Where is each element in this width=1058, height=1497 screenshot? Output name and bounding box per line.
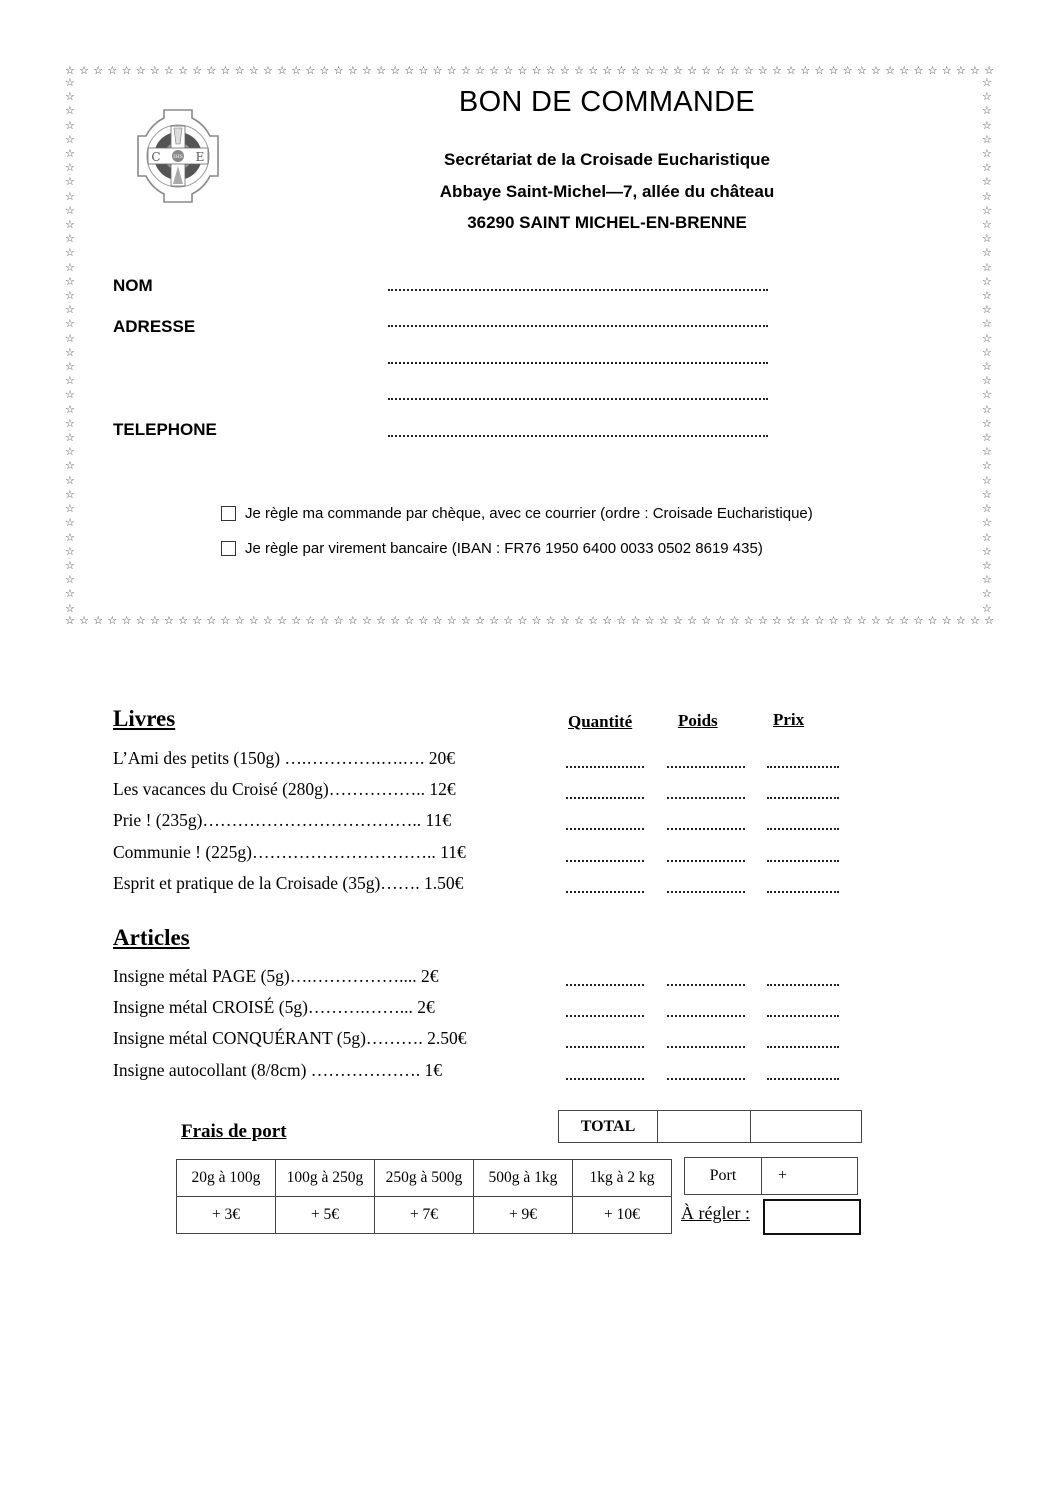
- star-icon: ☆: [982, 402, 992, 416]
- star-icon: ☆: [814, 614, 825, 627]
- star-icon: ☆: [65, 64, 75, 77]
- shipping-range: 20g à 100g: [177, 1160, 276, 1197]
- adresse-label: ADRESSE: [113, 317, 196, 336]
- star-icon: ☆: [913, 614, 924, 627]
- star-icon: ☆: [65, 189, 75, 203]
- weight-field[interactable]: [667, 828, 745, 830]
- star-icon: ☆: [65, 218, 75, 232]
- weight-field[interactable]: [667, 860, 745, 862]
- total-price-cell[interactable]: [751, 1111, 862, 1143]
- shipping-cost: + 9€: [474, 1197, 573, 1234]
- star-icon: ☆: [404, 64, 415, 77]
- star-icon: ☆: [291, 64, 302, 77]
- star-icon: ☆: [361, 64, 372, 77]
- star-icon: ☆: [178, 64, 188, 77]
- weight-field[interactable]: [667, 766, 745, 768]
- star-icon: ☆: [602, 64, 613, 77]
- star-icon: ☆: [65, 473, 75, 487]
- star-border-right: [982, 76, 996, 616]
- star-icon: ☆: [65, 459, 75, 473]
- star-icon: ☆: [93, 64, 104, 77]
- croisade-cross-logo-icon: [134, 106, 222, 206]
- shipping-cost: + 10€: [573, 1197, 672, 1234]
- star-icon: ☆: [814, 64, 825, 77]
- star-icon: ☆: [941, 64, 952, 77]
- item-description: Esprit et pratique de la Croisade (35g)……. 1.50€: [113, 872, 464, 893]
- star-icon: ☆: [559, 614, 570, 627]
- star-icon: ☆: [842, 64, 853, 77]
- star-icon: ☆: [446, 64, 457, 77]
- star-icon: ☆: [786, 614, 797, 627]
- star-icon: ☆: [65, 232, 75, 246]
- weight-field[interactable]: [667, 891, 745, 893]
- price-field[interactable]: [767, 984, 839, 986]
- star-icon: ☆: [65, 303, 75, 317]
- star-icon: ☆: [574, 64, 584, 77]
- star-icon: ☆: [856, 64, 867, 77]
- star-icon: ☆: [163, 614, 174, 627]
- star-icon: ☆: [65, 132, 75, 146]
- payment-option-cheque[interactable]: [221, 505, 813, 522]
- star-icon: ☆: [489, 614, 500, 627]
- star-icon: ☆: [489, 64, 500, 77]
- star-icon: ☆: [772, 614, 782, 627]
- star-icon: ☆: [984, 64, 995, 77]
- star-icon: ☆: [982, 303, 992, 317]
- star-icon: ☆: [418, 64, 429, 77]
- star-icon: ☆: [531, 64, 542, 77]
- star-icon: ☆: [65, 147, 75, 161]
- star-icon: ☆: [602, 614, 613, 627]
- quantity-field[interactable]: [566, 984, 644, 986]
- price-field[interactable]: [767, 766, 839, 768]
- star-icon: ☆: [982, 118, 992, 132]
- a-regler-label: À régler :: [681, 1203, 750, 1223]
- item-description: Communie ! (225g)………………………….. 11€: [113, 841, 466, 862]
- star-icon: ☆: [715, 614, 726, 627]
- item-description: L’Ami des petits (150g) ….………….….…. 20€: [113, 748, 456, 768]
- star-icon: ☆: [121, 64, 132, 77]
- star-icon: ☆: [361, 614, 372, 627]
- item-description: Insigne métal CONQUÉRANT (5g)………. 2.50€: [113, 1028, 467, 1049]
- section-title-livres: Livres: [113, 706, 176, 731]
- star-icon: ☆: [701, 614, 712, 627]
- star-icon: ☆: [828, 614, 839, 627]
- star-icon: ☆: [982, 147, 992, 161]
- star-icon: ☆: [65, 360, 75, 374]
- shipping-cost: + 5€: [276, 1197, 375, 1234]
- star-icon: ☆: [899, 614, 910, 627]
- star-icon: ☆: [135, 64, 146, 77]
- star-icon: ☆: [885, 64, 896, 77]
- star-icon: ☆: [800, 64, 811, 77]
- star-icon: ☆: [743, 614, 754, 627]
- total-table: [558, 1110, 862, 1143]
- star-icon: ☆: [93, 614, 104, 627]
- star-icon: ☆: [65, 416, 75, 430]
- star-icon: ☆: [65, 374, 75, 388]
- star-icon: ☆: [970, 64, 980, 77]
- star-icon: ☆: [941, 614, 952, 627]
- weight-field[interactable]: [667, 1015, 745, 1017]
- star-icon: ☆: [982, 218, 992, 232]
- star-icon: ☆: [192, 64, 203, 77]
- star-icon: ☆: [982, 132, 992, 146]
- shipping-range: 1kg à 2 kg: [573, 1160, 672, 1197]
- item-description: Insigne métal CROISÉ (5g)……….……... 2€: [113, 997, 435, 1018]
- star-icon: ☆: [65, 274, 75, 288]
- cheque-label: Je règle ma commande par chèque, avec ce courrier (ordre : Croisade Eucharistique): [245, 505, 813, 522]
- star-icon: ☆: [871, 614, 881, 627]
- star-icon: ☆: [107, 614, 118, 627]
- star-icon: ☆: [982, 473, 992, 487]
- star-icon: ☆: [927, 64, 938, 77]
- cheque-checkbox[interactable]: [221, 506, 236, 521]
- total-label: TOTAL: [559, 1111, 658, 1143]
- shipping-ranges-row: [177, 1160, 672, 1197]
- star-icon: ☆: [277, 64, 287, 77]
- star-icon: ☆: [982, 317, 992, 331]
- star-icon: ☆: [955, 614, 966, 627]
- shipping-cost: + 7€: [375, 1197, 474, 1234]
- total-weight-cell[interactable]: [658, 1111, 751, 1143]
- star-icon: ☆: [772, 64, 782, 77]
- star-icon: ☆: [743, 64, 754, 77]
- star-icon: ☆: [871, 64, 881, 77]
- star-icon: ☆: [687, 614, 698, 627]
- star-icon: ☆: [729, 614, 740, 627]
- a-regler-field[interactable]: [763, 1199, 861, 1235]
- price-field[interactable]: [767, 1078, 839, 1080]
- star-icon: ☆: [982, 289, 992, 303]
- star-icon: ☆: [982, 530, 992, 544]
- price-field[interactable]: [767, 797, 839, 799]
- star-icon: ☆: [475, 64, 485, 77]
- star-icon: ☆: [178, 614, 188, 627]
- star-icon: ☆: [65, 289, 75, 303]
- star-icon: ☆: [982, 76, 992, 89]
- star-icon: ☆: [982, 203, 992, 217]
- star-icon: ☆: [982, 601, 992, 615]
- shipping-costs-row: [177, 1197, 672, 1234]
- star-icon: ☆: [65, 516, 75, 530]
- star-icon: ☆: [630, 64, 641, 77]
- star-icon: ☆: [588, 64, 599, 77]
- star-icon: ☆: [65, 118, 75, 132]
- star-icon: ☆: [757, 614, 768, 627]
- star-icon: ☆: [982, 274, 992, 288]
- star-icon: ☆: [65, 76, 75, 89]
- star-icon: ☆: [262, 614, 273, 627]
- logo-letter-e: E: [195, 150, 205, 164]
- price-field[interactable]: [767, 1015, 839, 1017]
- star-icon: ☆: [757, 64, 768, 77]
- port-label: Port: [685, 1158, 762, 1195]
- star-icon: ☆: [460, 614, 471, 627]
- star-icon: ☆: [856, 614, 867, 627]
- logo-letter-c: C: [151, 150, 161, 164]
- star-icon: ☆: [65, 431, 75, 445]
- star-icon: ☆: [206, 614, 217, 627]
- star-icon: ☆: [630, 614, 641, 627]
- star-icon: ☆: [982, 161, 992, 175]
- weight-field[interactable]: [667, 797, 745, 799]
- star-icon: ☆: [319, 64, 330, 77]
- star-icon: ☆: [333, 614, 344, 627]
- star-icon: ☆: [432, 614, 443, 627]
- star-icon: ☆: [982, 573, 992, 587]
- star-icon: ☆: [531, 614, 542, 627]
- virement-label: Je règle par virement bancaire (IBAN : FR76 1950 6400 0033 0502 8619 435): [245, 540, 763, 557]
- address-line-city: 36290 SAINT MICHEL-EN-BRENNE: [467, 213, 747, 232]
- star-icon: ☆: [206, 64, 217, 77]
- star-border-top: [65, 64, 995, 78]
- star-icon: ☆: [982, 544, 992, 558]
- adresse-field-line-3[interactable]: [388, 398, 768, 400]
- address-line-organization: Secrétariat de la Croisade Eucharistique: [444, 150, 770, 169]
- star-icon: ☆: [982, 104, 992, 118]
- price-field[interactable]: [767, 1046, 839, 1048]
- page-title: BON DE COMMANDE: [458, 86, 756, 118]
- payment-option-virement[interactable]: [221, 540, 763, 557]
- port-table: [684, 1157, 858, 1195]
- star-icon: ☆: [885, 614, 896, 627]
- star-icon: ☆: [418, 614, 429, 627]
- star-icon: ☆: [673, 614, 683, 627]
- star-icon: ☆: [644, 614, 655, 627]
- star-icon: ☆: [460, 64, 471, 77]
- star-icon: ☆: [65, 161, 75, 175]
- star-icon: ☆: [982, 246, 992, 260]
- adresse-field-line-1[interactable]: [388, 325, 768, 327]
- star-icon: ☆: [277, 614, 287, 627]
- star-icon: ☆: [687, 64, 698, 77]
- star-icon: ☆: [982, 360, 992, 374]
- star-icon: ☆: [913, 64, 924, 77]
- star-icon: ☆: [673, 64, 683, 77]
- star-icon: ☆: [234, 64, 245, 77]
- star-icon: ☆: [982, 587, 992, 601]
- star-icon: ☆: [79, 64, 90, 77]
- price-field[interactable]: [767, 891, 839, 893]
- shipping-title: Frais de port: [181, 1121, 287, 1142]
- star-icon: ☆: [545, 64, 556, 77]
- column-header-prix: Prix: [773, 710, 805, 729]
- star-icon: ☆: [715, 64, 726, 77]
- quantity-field[interactable]: [566, 1015, 644, 1017]
- star-icon: ☆: [65, 530, 75, 544]
- star-icon: ☆: [404, 614, 415, 627]
- star-icon: ☆: [65, 345, 75, 359]
- star-icon: ☆: [79, 614, 90, 627]
- star-border-bottom: [65, 614, 995, 628]
- star-icon: ☆: [982, 90, 992, 104]
- quantity-field[interactable]: [566, 1078, 644, 1080]
- shipping-range: 500g à 1kg: [474, 1160, 573, 1197]
- nom-label: NOM: [113, 276, 153, 295]
- star-icon: ☆: [545, 614, 556, 627]
- star-icon: ☆: [475, 614, 485, 627]
- star-icon: ☆: [701, 64, 712, 77]
- star-icon: ☆: [517, 64, 528, 77]
- star-icon: ☆: [305, 64, 316, 77]
- star-icon: ☆: [333, 64, 344, 77]
- star-icon: ☆: [65, 502, 75, 516]
- star-icon: ☆: [65, 573, 75, 587]
- star-icon: ☆: [65, 317, 75, 331]
- star-icon: ☆: [220, 614, 231, 627]
- star-icon: ☆: [616, 64, 627, 77]
- quantity-field[interactable]: [566, 891, 644, 893]
- star-icon: ☆: [828, 64, 839, 77]
- star-icon: ☆: [982, 388, 992, 402]
- price-field[interactable]: [767, 828, 839, 830]
- star-icon: ☆: [982, 232, 992, 246]
- star-icon: ☆: [982, 487, 992, 501]
- star-icon: ☆: [65, 388, 75, 402]
- star-icon: ☆: [899, 64, 910, 77]
- shipping-cost: + 3€: [177, 1197, 276, 1234]
- star-icon: ☆: [982, 431, 992, 445]
- star-icon: ☆: [135, 614, 146, 627]
- star-icon: ☆: [982, 558, 992, 572]
- item-description: Insigne métal PAGE (5g)….…………….... 2€: [113, 966, 439, 986]
- logo-center-text: IHS: [173, 154, 183, 160]
- star-icon: ☆: [982, 189, 992, 203]
- star-icon: ☆: [982, 331, 992, 345]
- star-icon: ☆: [517, 614, 528, 627]
- star-icon: ☆: [319, 614, 330, 627]
- star-icon: ☆: [65, 558, 75, 572]
- nom-field[interactable]: [388, 289, 768, 291]
- section-title-articles: Articles: [113, 925, 190, 950]
- star-icon: ☆: [262, 64, 273, 77]
- star-icon: ☆: [65, 601, 75, 615]
- star-icon: ☆: [982, 445, 992, 459]
- item-description: Les vacances du Croisé (280g)…………….. 12€: [113, 779, 456, 800]
- star-icon: ☆: [291, 614, 302, 627]
- star-icon: ☆: [65, 544, 75, 558]
- star-icon: ☆: [982, 374, 992, 388]
- item-description: Insigne autocollant (8/8cm) ………………. 1€: [113, 1059, 443, 1080]
- star-icon: ☆: [220, 64, 231, 77]
- star-icon: ☆: [305, 614, 316, 627]
- star-icon: ☆: [982, 502, 992, 516]
- star-icon: ☆: [65, 246, 75, 260]
- item-description: Prie ! (235g)……………………………….. 11€: [113, 810, 452, 831]
- star-icon: ☆: [729, 64, 740, 77]
- star-icon: ☆: [65, 487, 75, 501]
- star-icon: ☆: [65, 402, 75, 416]
- star-icon: ☆: [955, 64, 966, 77]
- shipping-range: 250g à 500g: [375, 1160, 474, 1197]
- star-icon: ☆: [65, 331, 75, 345]
- price-field[interactable]: [767, 860, 839, 862]
- star-icon: ☆: [121, 614, 132, 627]
- star-icon: ☆: [65, 175, 75, 189]
- star-icon: ☆: [786, 64, 797, 77]
- star-icon: ☆: [65, 614, 75, 627]
- star-icon: ☆: [588, 614, 599, 627]
- star-icon: ☆: [982, 516, 992, 530]
- star-icon: ☆: [390, 64, 401, 77]
- star-icon: ☆: [234, 614, 245, 627]
- star-icon: ☆: [446, 614, 457, 627]
- star-icon: ☆: [65, 445, 75, 459]
- star-icon: ☆: [149, 64, 160, 77]
- weight-field[interactable]: [667, 1046, 745, 1048]
- star-icon: ☆: [982, 416, 992, 430]
- star-icon: ☆: [970, 614, 980, 627]
- star-icon: ☆: [248, 614, 259, 627]
- star-icon: ☆: [982, 345, 992, 359]
- telephone-field[interactable]: [388, 435, 768, 437]
- column-header-poids: Poids: [678, 711, 718, 730]
- star-icon: ☆: [503, 614, 514, 627]
- virement-checkbox[interactable]: [221, 541, 236, 556]
- star-icon: ☆: [192, 614, 203, 627]
- quantity-field[interactable]: [566, 766, 644, 768]
- star-border-left: [65, 76, 79, 616]
- star-icon: ☆: [658, 614, 669, 627]
- adresse-field-line-2[interactable]: [388, 362, 768, 364]
- address-line-street: Abbaye Saint-Michel—7, allée du château: [439, 182, 775, 201]
- star-icon: ☆: [658, 64, 669, 77]
- star-icon: ☆: [432, 64, 443, 77]
- star-icon: ☆: [574, 614, 584, 627]
- column-header-quantite: Quantité: [568, 712, 633, 731]
- star-icon: ☆: [65, 203, 75, 217]
- star-icon: ☆: [800, 614, 811, 627]
- star-icon: ☆: [65, 587, 75, 601]
- star-icon: ☆: [248, 64, 259, 77]
- port-value-cell[interactable]: +: [762, 1158, 858, 1195]
- star-icon: ☆: [107, 64, 118, 77]
- star-icon: ☆: [347, 64, 358, 77]
- star-icon: ☆: [390, 614, 401, 627]
- star-icon: ☆: [982, 260, 992, 274]
- shipping-range: 100g à 250g: [276, 1160, 375, 1197]
- quantity-field[interactable]: [566, 860, 644, 862]
- star-icon: ☆: [163, 64, 174, 77]
- quantity-field[interactable]: [566, 1046, 644, 1048]
- quantity-field[interactable]: [566, 797, 644, 799]
- star-icon: ☆: [616, 614, 627, 627]
- star-icon: ☆: [347, 614, 358, 627]
- star-icon: ☆: [503, 64, 514, 77]
- star-icon: ☆: [644, 64, 655, 77]
- star-icon: ☆: [559, 64, 570, 77]
- star-icon: ☆: [65, 260, 75, 274]
- star-icon: ☆: [376, 64, 386, 77]
- star-icon: ☆: [842, 614, 853, 627]
- star-icon: ☆: [376, 614, 386, 627]
- star-icon: ☆: [149, 614, 160, 627]
- telephone-label: TELEPHONE: [113, 420, 217, 439]
- weight-field[interactable]: [667, 984, 745, 986]
- star-icon: ☆: [927, 614, 938, 627]
- star-icon: ☆: [982, 175, 992, 189]
- star-icon: ☆: [982, 459, 992, 473]
- star-icon: ☆: [984, 614, 995, 627]
- star-icon: ☆: [65, 90, 75, 104]
- weight-field[interactable]: [667, 1078, 745, 1080]
- star-icon: ☆: [65, 104, 75, 118]
- shipping-rates-table: [176, 1159, 672, 1234]
- quantity-field[interactable]: [566, 828, 644, 830]
